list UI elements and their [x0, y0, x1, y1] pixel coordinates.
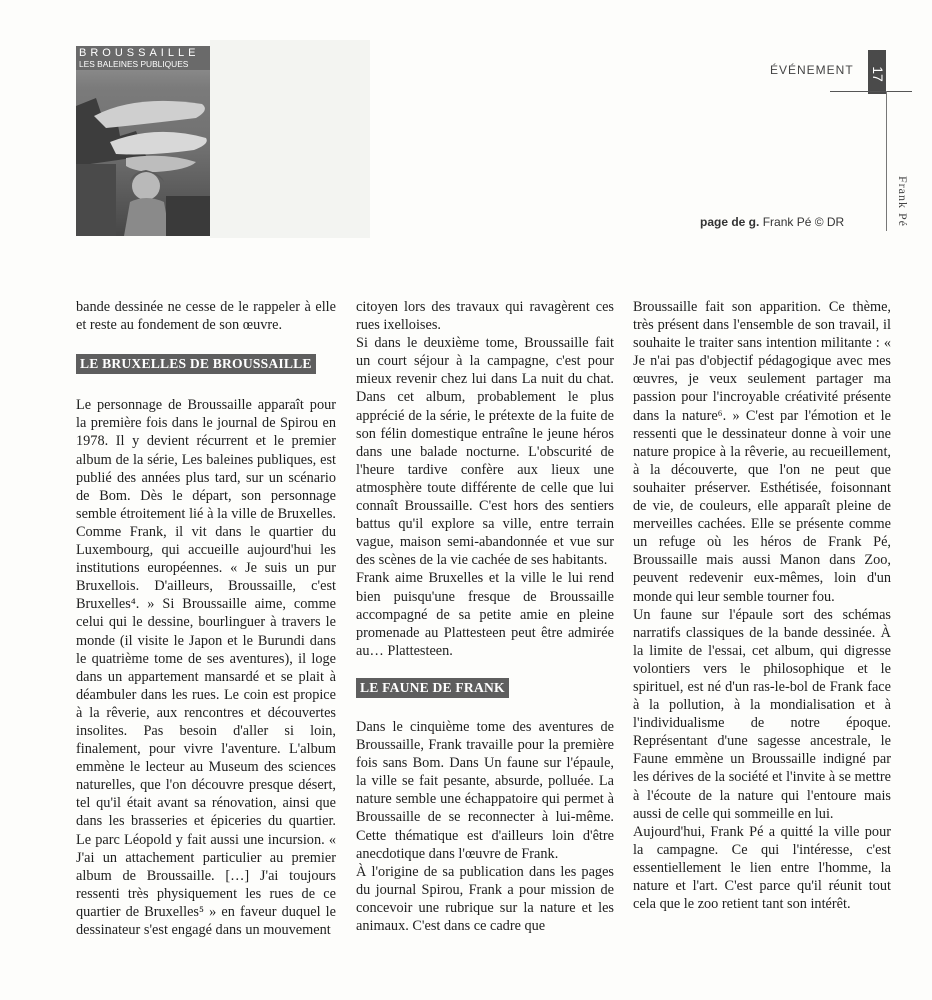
- side-rule: [886, 91, 887, 231]
- paragraph: Frank aime Bruxelles et la ville le lui rend bien puisqu'une fresque de Broussaille accompagné de sa petite amie en pleine promenade au Plattesteen peut être admirée au… Plattesteen.: [356, 570, 614, 659]
- paragraph: Le personnage de Broussaille apparaît pour la première fois dans le journal de Spirou en 1978. Il y devient récurrent et le premier album de la série, Les baleines publiques, est publié des années plus tard, sur un scénario de Bom. Dès le départ, son personnage semble étroitement lié à la ville de Bruxelles. Comme Frank, il vit dans le quartier du Luxembourg, qui accueille aujourd'hui les institutions européennes. « Je suis un pur Bruxellois. D'ailleurs, Broussaille, c'est Bruxelles⁴. » Si Broussaille aime, comme celui qui le dessine, bourlinguer à travers le monde (il visite le Japon et le Burundi dans le quatrième tome de ses aventures), il loge dans un appartement mansardé et se plait à déambuler dans les rues. Le coin est propice à la rêverie, aux rencontres et découvertes insolites. Pas besoin d'aller si loin, finalement, pour vivre l'aventure. L'album emmène le lecteur au Museum des sciences naturelles, que l'on découvre presque désert, tel qu'il était avant sa rénovation, ainsi que dans les brasseries et épiceries du quartier. Le parc Léopold y fait aussi une incursion. « J'ai un attachement particulier au premier album de Broussaille. […] J'ai toujours ressenti très physiquement les rues de ce quartier de Bruxelles⁵ » en faveur duquel le dessinateur s'est engagé dans un mouvement: [76, 397, 336, 938]
- section-heading-faune: LE FAUNE DE FRANK: [356, 678, 509, 698]
- text-column-1: [76, 298, 336, 939]
- header-rule: [830, 91, 912, 92]
- cover-artwork: [76, 46, 210, 236]
- running-author-name: Frank Pé: [896, 176, 910, 227]
- paragraph: À l'origine de sa publication dans les pages du journal Spirou, Frank a pour mission de concevoir une rubrique sur la nature et les animaux. C'est dans ce cadre que: [356, 863, 614, 934]
- cover-album-title: LES BALEINES PUBLIQUES: [79, 59, 189, 69]
- paragraph: citoyen lors des travaux qui ravagèrent ces rues ixelloises.: [356, 299, 614, 334]
- paragraph: Broussaille fait son apparition. Ce thème, très présent dans l'ensemble de son travail, il souhaite le traiter sans intention militante : « Je n'ai pas d'objectif pédagogique avec mes œuvres, je veux seulement partager ma passion pour l'incroyable créativité présente dans la nature⁶. » C'est par l'émotion et le ressenti que le dessinateur donne à voir une nature propice à la rêverie, au recueillement, à la découverte, que l'on ne peut que souhaiter préserver. Esthétisée, foisonnant de vie, de couleurs, elle apparaît pleine de merveilles cachées. Elle se présente comme un refuge où les héros de Frank Pé, Broussaille mais aussi Manon dans Zoo, peuvent redevenir eux-mêmes, loin d'un monde qui leur semble tourner fou.: [633, 299, 891, 605]
- cover-series-title: BROUSSAILLE: [79, 47, 200, 59]
- credit-label: page de g.: [700, 215, 760, 229]
- page-number: 17: [870, 66, 886, 82]
- album-cover-image: [76, 46, 210, 236]
- paragraph: Un faune sur l'épaule sort des schémas narratifs classiques de la bande dessinée. À la limite de l'essai, cet album, qui digresse volontiers vers le philosophique et le spirituel, est né d'un ras-le-bol de Frank face à la pollution, à la mondialisation et à l'individualisme de notre époque. Représentant d'une sagesse ancestrale, le Faune emmène un Broussaille indigné par les dérives de la société et l'invite à se mettre à l'écoute de la nature qui l'entoure mais aussi de celle qui sommeille en lui.: [633, 606, 891, 822]
- paragraph: Si dans le deuxième tome, Broussaille fait un court séjour à la campagne, c'est pour mieux revenir chez lui dans La nuit du chat. Dans cet album, probablement le plus apprécié de la série, le prétexte de la fuite de son félin domestique entraîne le jeune héros dans une balade nocturne. L'obscurité de l'heure tardive confère aux lieux une atmosphère toute différente de celle que lui connaît Broussaille. C'est hors des sentiers battus qu'il explore sa ville, entre terrain vague, maison semi-abandonnée et vue sur des scènes de la vie cachée de ses habitants.: [356, 335, 614, 569]
- paragraph: Aujourd'hui, Frank Pé a quitté la ville pour la campagne. Ce qui l'intéresse, c'est essentiellement le lien entre l'homme, la nature et l'art. C'est parce qu'il réunit tout cela que le zoo retient tant son intérêt.: [633, 823, 891, 913]
- credit-text: Frank Pé © DR: [762, 215, 845, 229]
- section-heading-bruxelles: LE BRUXELLES DE BROUSSAILLE: [76, 354, 316, 374]
- image-credit: [700, 215, 844, 229]
- text-column-2: [356, 298, 614, 935]
- paragraph: Dans le cinquième tome des aventures de Broussaille, Frank travaille pour la première fois sans Bom. Dans Un faune sur l'épaule, la ville se fait pesante, absurde, polluée. La nature semble une échappatoire qui permet à Broussaille de se reconnecter à lui-même. Cette thématique est d'ailleurs loin d'être anecdotique dans l'œuvre de Frank.: [356, 718, 614, 862]
- text-column-3: [633, 298, 891, 913]
- section-label: ÉVÉNEMENT: [770, 63, 854, 77]
- cover-shadow: [210, 40, 370, 238]
- paragraph: bande dessinée ne cesse de le rappeler à elle et reste au fondement de son œuvre.: [76, 299, 336, 334]
